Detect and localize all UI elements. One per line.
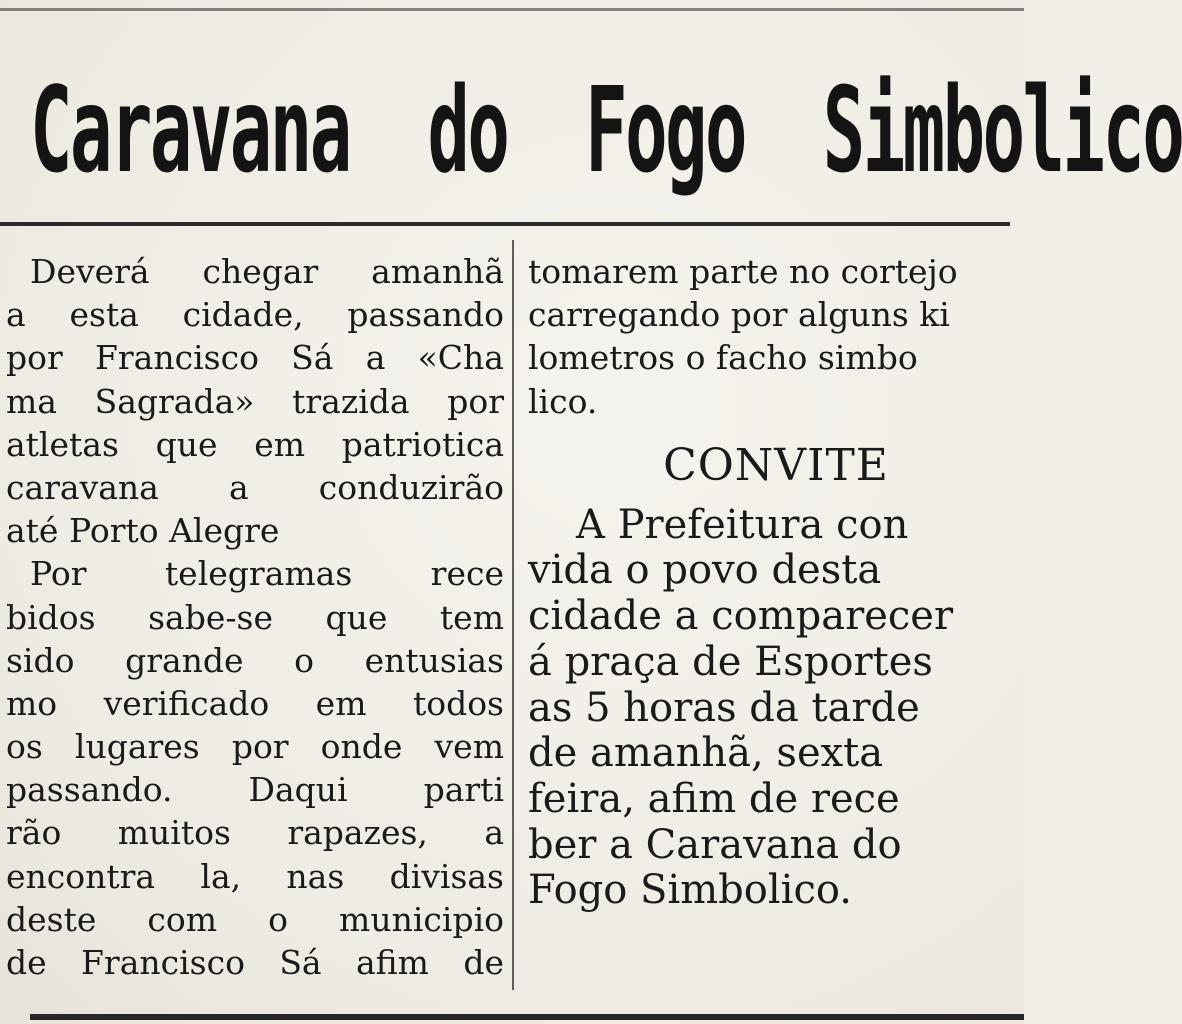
left-line: ma Sagrada» trazida por xyxy=(6,381,504,421)
left-line: encontra la, nas divisas xyxy=(6,856,504,896)
convite-line: vida o povo desta xyxy=(528,547,882,594)
left-line: a esta cidade, passando xyxy=(6,295,504,335)
convite-line: ber a Caravana do xyxy=(528,821,902,868)
left-line: por Francisco Sá a «Cha xyxy=(6,338,504,378)
convite-line: feira, afim de rece xyxy=(528,775,900,822)
left-line: os lugares por onde vem xyxy=(6,727,504,767)
right-line: lometros o facho simbo xyxy=(528,338,918,378)
headline-rule xyxy=(0,222,1010,226)
left-line: de Francisco Sá afim de xyxy=(6,943,504,982)
left-line: atletas que em patriotica xyxy=(6,424,504,464)
right-line: tomarem parte no cortejo xyxy=(528,252,958,291)
left-column xyxy=(6,250,504,984)
right-line: carregando por alguns ki xyxy=(528,295,950,335)
headline: Caravana do Fogo Simbolico xyxy=(30,62,1182,200)
top-rule xyxy=(0,8,1024,11)
convite-line: A Prefeitura con xyxy=(576,501,909,548)
left-line: passando. Daqui parti xyxy=(6,770,504,810)
right-line: lico. xyxy=(528,381,598,421)
convite-line: á praça de Esportes xyxy=(528,638,933,685)
right-column xyxy=(528,250,1024,914)
left-line: Por telegramas rece xyxy=(30,554,504,594)
left-line: rão muitos rapazes, a xyxy=(6,813,504,853)
left-line: Deverá chegar amanhã xyxy=(30,252,504,291)
left-line: caravana a conduzirão xyxy=(6,467,504,507)
left-line: bidos sabe-se que tem xyxy=(6,597,504,637)
convite-heading: CONVITE xyxy=(663,439,889,491)
column-divider xyxy=(512,240,514,990)
left-line: até Porto Alegre xyxy=(6,511,280,551)
left-line: mo verificado em todos xyxy=(6,683,504,723)
left-line: deste com o municipio xyxy=(6,899,504,939)
left-line: sido grande o entusias xyxy=(6,640,504,680)
bottom-rule xyxy=(30,1014,1024,1020)
convite-line: cidade a comparecer xyxy=(528,593,954,640)
convite-line: de amanhã, sexta xyxy=(528,730,884,777)
convite-line: as 5 horas da tarde xyxy=(528,684,920,731)
convite-line: Fogo Simbolico. xyxy=(528,867,852,914)
